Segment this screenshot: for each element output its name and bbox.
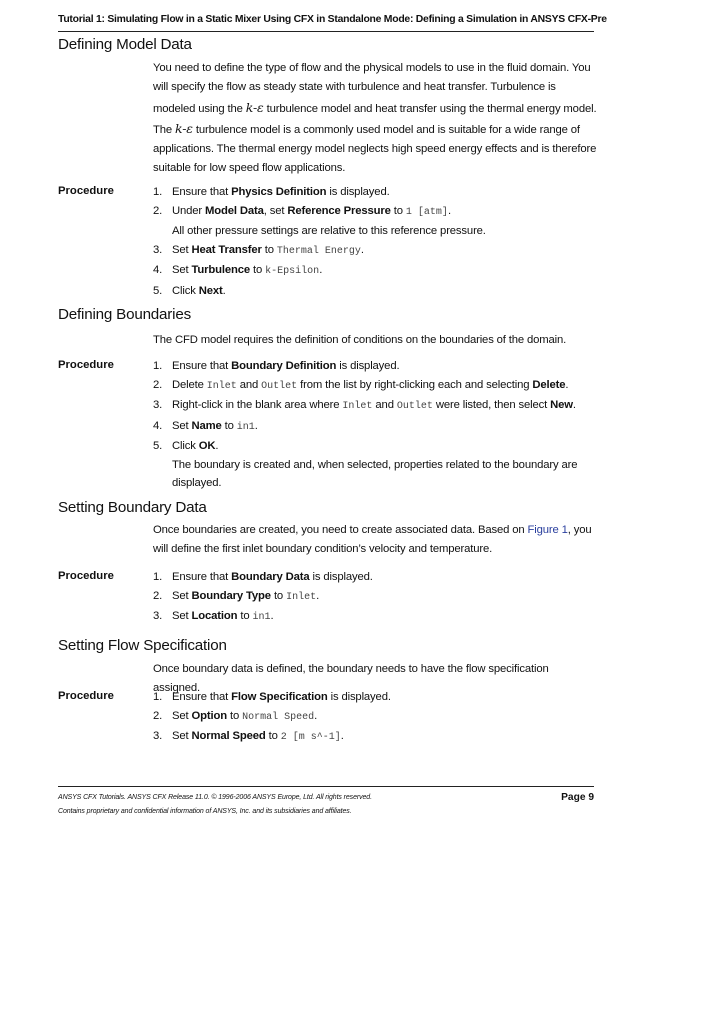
running-header: Tutorial 1: Simulating Flow in a Static Mixer Using CFX in Standalone Mode: Defining a Simulation in ANSYS CFX-Pre (58, 14, 607, 25)
section-heading-boundary-data: Setting Boundary Data (58, 499, 207, 516)
section-intro-model-data: You need to define the type of flow and the physical models to use in the fluid domain. You will specify the flow as steady state with turbulence and heat transfer. Turbulence is modeled using the k-ε turbulence model and heat transfer using the thermal energy model. The k-ε turbulence model is a commonly used model and is suitable for a wide range of applications. The thermal energy model neglects high speed energy effects and is therefore suitable for low speed flow applications. (153, 62, 597, 175)
figure-link[interactable]: Figure 1 (527, 524, 568, 536)
step-item: 3. Right-click in the blank area where Inlet and Outlet were listed, then select New. (153, 399, 576, 412)
step-item: 5. Click OK. The boundary is created and, when selected, properties related to the boundary are displayed. (153, 437, 598, 493)
procedure-label: Procedure (58, 570, 114, 582)
step-item: 2. Set Option to Normal Speed. (153, 709, 318, 723)
step-note: The boundary is created and, when selected, properties related to the boundary are displayed. (172, 458, 578, 489)
step-item: 1. Ensure that Boundary Data is displayed. (153, 571, 373, 583)
k-epsilon-symbol: k-ε (175, 120, 193, 136)
step-item: 4. Set Turbulence to k-Epsilon. (153, 264, 323, 277)
step-item: 2. Delete Inlet and Outlet from the list by right-clicking each and selecting Delete. (153, 378, 569, 392)
step-item: 3. Set Normal Speed to 2 [m s^-1]. (153, 730, 344, 743)
footer-rule (58, 786, 594, 787)
page-number: Page 9 (561, 792, 594, 803)
procedure-label: Procedure (58, 690, 114, 702)
footer-proprietary-notice: Contains proprietary and confidential information of ANSYS, Inc. and its subsidiaries and affiliates. (58, 808, 352, 815)
step-item: 5. Click Next. (153, 284, 226, 297)
section-heading-model-data: Defining Model Data (58, 36, 192, 53)
step-item: 2. Set Boundary Type to Inlet. (153, 589, 320, 603)
header-rule (58, 31, 594, 32)
procedure-label: Procedure (58, 185, 114, 197)
step-item: 1. Ensure that Physics Definition is displayed. (153, 186, 390, 198)
procedure-steps-boundaries (153, 357, 598, 493)
step-item: 2. Under Model Data, set Reference Pressure to 1 [atm]. All other pressure settings are relative to this reference pressure. (153, 202, 598, 241)
procedure-steps-flow-spec (153, 688, 598, 748)
section-heading-boundaries: Defining Boundaries (58, 306, 191, 323)
step-note: All other pressure settings are relative to this reference pressure. (172, 225, 486, 237)
step-item: 3. Set Location to in1. (153, 610, 274, 623)
section-intro-boundary-data: Once boundaries are created, you need to create associated data. Based on Figure 1, you will define the first inlet boundary condition’s velocity and temperature. (153, 524, 592, 556)
step-item: 4. Set Name to in1. (153, 419, 258, 433)
k-epsilon-symbol: k-ε (245, 99, 264, 115)
procedure-steps-boundary-data (153, 568, 598, 628)
section-heading-flow-spec: Setting Flow Specification (58, 637, 227, 654)
footer-copyright: ANSYS CFX Tutorials. ANSYS CFX Release 11.0. © 1996-2006 ANSYS Europe, Ltd. All rights reserved. (58, 794, 372, 801)
procedure-steps-model-data (153, 183, 598, 300)
procedure-label: Procedure (58, 359, 114, 371)
step-item: 1. Ensure that Boundary Definition is displayed. (153, 360, 400, 372)
section-intro-boundaries: The CFD model requires the definition of conditions on the boundaries of the domain. (153, 334, 567, 346)
step-item: 3. Set Heat Transfer to Thermal Energy. (153, 243, 364, 257)
section-intro-flow-spec: Once boundary data is defined, the boundary needs to have the flow specification assigned. (153, 663, 549, 695)
step-item: 1. Ensure that Flow Specification is displayed. (153, 691, 391, 703)
